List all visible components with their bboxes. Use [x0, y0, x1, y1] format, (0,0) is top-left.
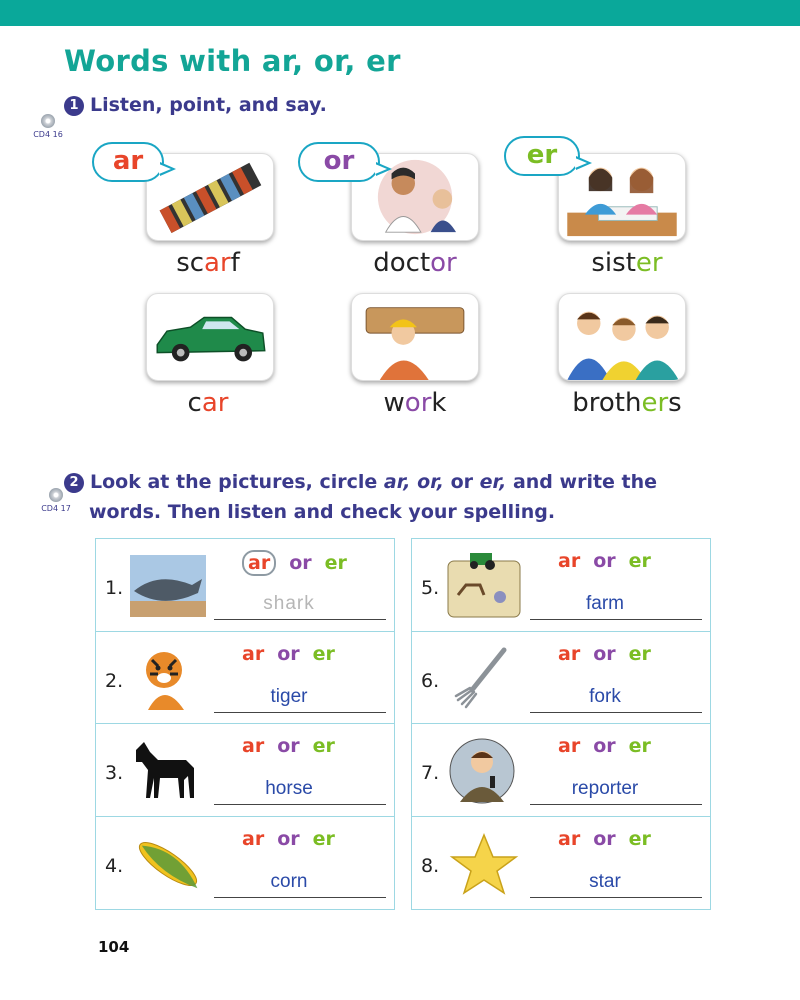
exercise-grid-left: [95, 538, 395, 910]
answer-text[interactable]: reporter: [571, 778, 639, 799]
section1-instruction: [64, 94, 327, 116]
choice-or[interactable]: or: [277, 827, 300, 850]
word-doctor: doctor: [373, 248, 457, 278]
choice-ar[interactable]: ar: [242, 642, 265, 665]
choice-er[interactable]: er: [628, 642, 651, 665]
exercise-grid-right: [411, 538, 711, 910]
answer-line[interactable]: [214, 897, 386, 898]
exercise-item-8: 8. ar or er star: [412, 817, 710, 910]
fork-icon: [444, 644, 524, 714]
choice-or[interactable]: or: [593, 550, 616, 572]
exercise-item-4: 4. ar or er corn: [96, 817, 394, 910]
step-number-1: 1: [64, 96, 84, 116]
answer-text[interactable]: tiger: [270, 685, 308, 707]
step-number-2: 2: [64, 473, 84, 493]
tiger-icon: [128, 644, 208, 714]
answer-line[interactable]: [530, 897, 702, 898]
cd-icon: [41, 114, 55, 128]
choice-er[interactable]: er: [324, 552, 347, 574]
choice-ar[interactable]: ar: [558, 827, 581, 850]
choice-ar[interactable]: ar: [558, 642, 581, 665]
exercise-item-2: 2. ar or er tiger: [96, 632, 394, 725]
answer-text[interactable]: shark: [263, 593, 315, 614]
work-picture: [351, 293, 479, 381]
choice-er[interactable]: er: [628, 550, 651, 572]
choice-er[interactable]: er: [312, 735, 335, 757]
choice-ar-circled[interactable]: ar: [242, 550, 276, 576]
answer-text[interactable]: corn: [270, 870, 308, 892]
answer-line[interactable]: [214, 712, 386, 713]
corn-icon: [128, 829, 208, 899]
word-sister: sister: [591, 248, 663, 278]
answer-line[interactable]: [530, 619, 702, 620]
choice-or[interactable]: or: [593, 827, 616, 850]
word-scarf: scarf: [176, 248, 240, 278]
choice-ar[interactable]: ar: [558, 550, 581, 572]
answer-line[interactable]: [214, 619, 386, 620]
car-picture: [146, 293, 274, 381]
choice-or[interactable]: or: [289, 552, 312, 574]
cd-track-label-2: CD4 17: [41, 504, 71, 513]
bubble-er: er: [504, 136, 580, 176]
answer-line[interactable]: [214, 804, 386, 805]
section2-instruction: 2 Look at the pictures, circle ar, or, or er, and write the words. Then listen and check your spelling.: [64, 467, 657, 527]
exercise-item-7: 7. ar or er reporter: [412, 724, 710, 817]
cd-track-label: CD4 16: [33, 130, 63, 139]
exercise-item-1: 1. ar or er shark: [96, 539, 394, 632]
cd-track-icon-2: [38, 488, 74, 513]
farm-icon: [444, 551, 524, 621]
choice-er[interactable]: er: [312, 642, 335, 665]
choice-or[interactable]: or: [277, 642, 300, 665]
choice-ar[interactable]: ar: [558, 735, 581, 757]
word-car: car: [187, 388, 229, 418]
choice-ar[interactable]: ar: [242, 735, 265, 757]
word-brothers: brothers: [572, 388, 682, 418]
bubble-or: or: [298, 142, 380, 182]
exercise-item-5: 5. ar or er farm: [412, 539, 710, 632]
cd-track-icon: [30, 114, 66, 139]
choice-or[interactable]: or: [593, 642, 616, 665]
exercise-item-6: 6. ar or er fork: [412, 632, 710, 725]
section1-instruction-text: Listen, point, and say.: [90, 94, 327, 116]
shark-icon: [128, 551, 208, 621]
choice-ar[interactable]: ar: [242, 827, 265, 850]
choice-er[interactable]: er: [312, 827, 335, 850]
cd-icon: [49, 488, 63, 502]
answer-text[interactable]: star: [589, 870, 621, 892]
choice-er[interactable]: er: [628, 827, 651, 850]
answer-line[interactable]: [530, 804, 702, 805]
page-title: Words with ar, or, er: [64, 44, 401, 78]
exercise-item-3: 3. ar or er horse: [96, 724, 394, 817]
answer-text[interactable]: horse: [265, 778, 313, 799]
answer-text[interactable]: fork: [589, 685, 621, 707]
horse-icon: [128, 736, 208, 806]
choice-er[interactable]: er: [628, 735, 651, 757]
answer-text[interactable]: farm: [586, 593, 624, 614]
bubble-ar: ar: [92, 142, 164, 182]
choice-or[interactable]: or: [277, 735, 300, 757]
reporter-icon: [444, 736, 524, 806]
brothers-picture: [558, 293, 686, 381]
section2-instruction-line2: words. Then listen and check your spelling.: [89, 501, 556, 523]
star-icon: [444, 829, 524, 899]
page-number: 104: [98, 938, 130, 956]
choice-or[interactable]: or: [593, 735, 616, 757]
top-color-bar: [0, 0, 800, 26]
word-work: work: [383, 388, 447, 418]
answer-line[interactable]: [530, 712, 702, 713]
